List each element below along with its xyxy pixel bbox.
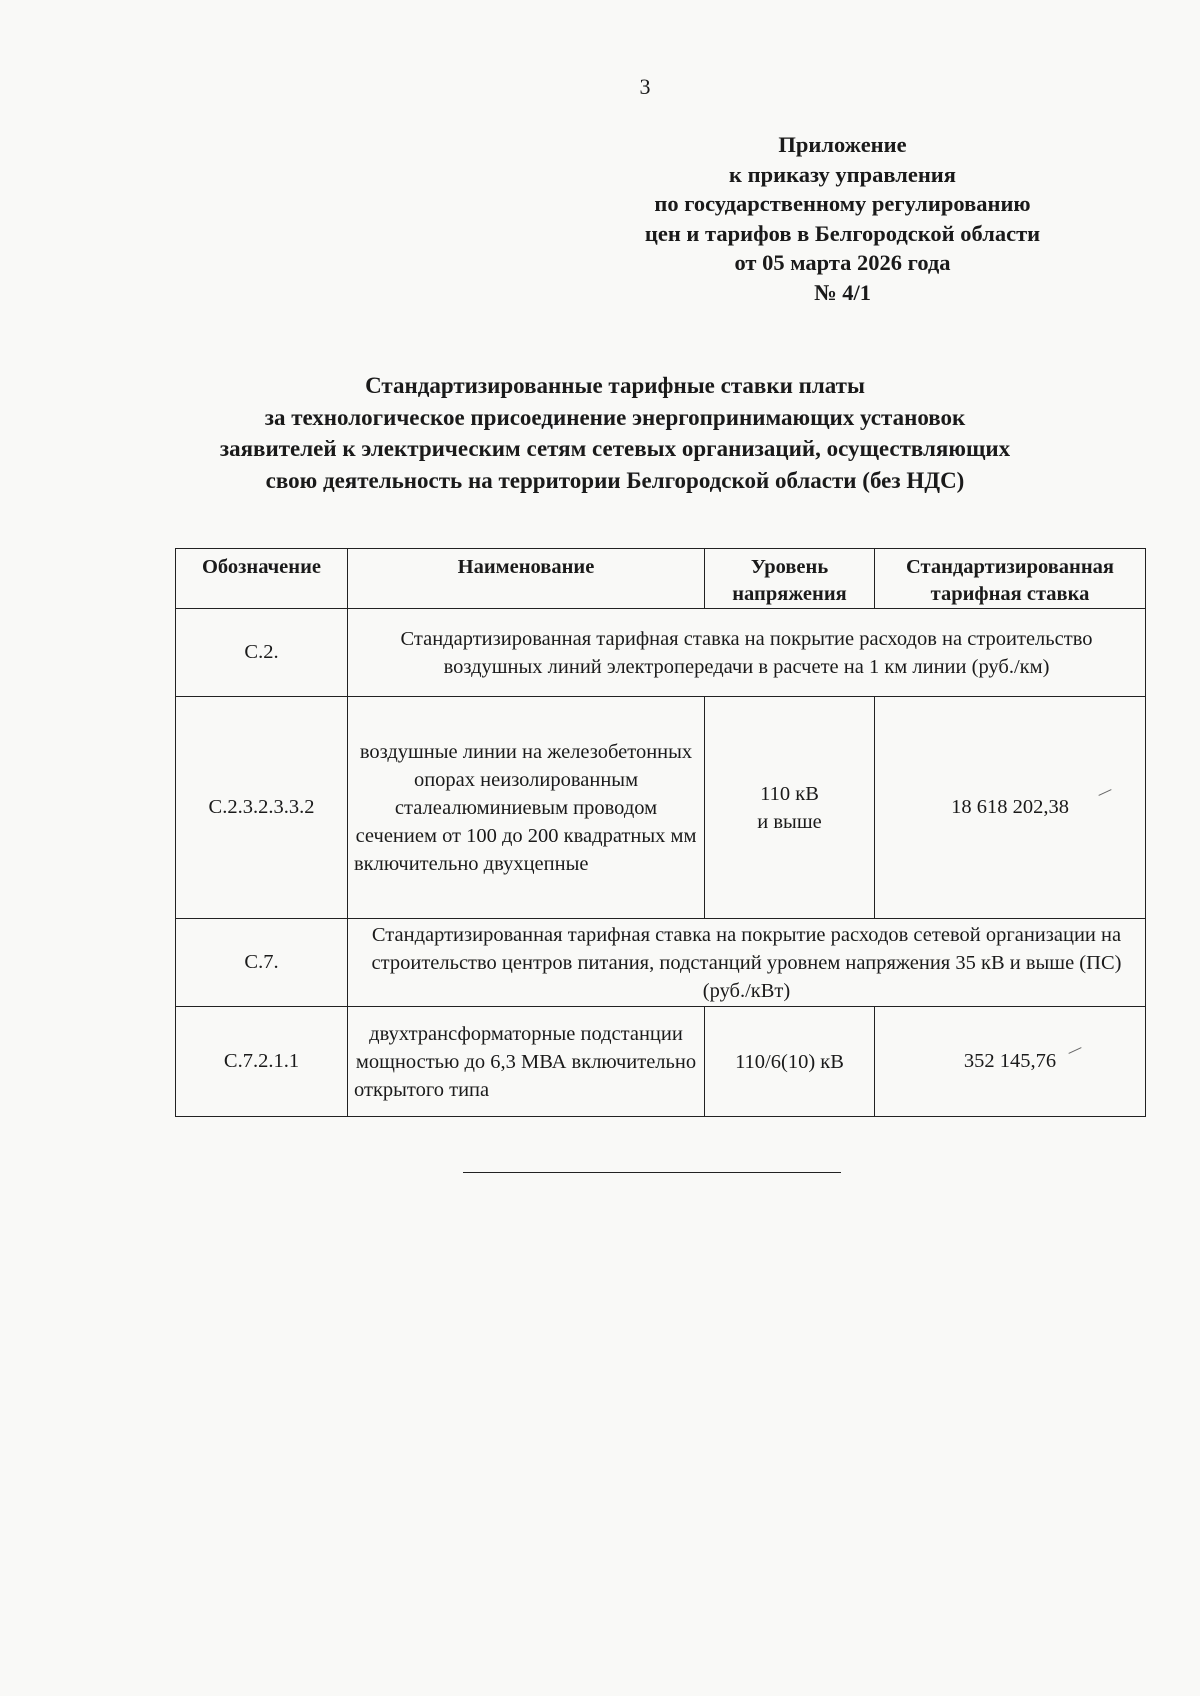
voltage-line: 110/6(10) кВ xyxy=(735,1050,844,1073)
section-designation: С.2. xyxy=(176,609,348,697)
voltage-line: и выше xyxy=(757,810,822,833)
appendix-line: цен и тарифов в Белгородской области xyxy=(644,220,1041,246)
page-number: 3 xyxy=(639,74,651,99)
table-row-section xyxy=(176,609,1146,697)
appendix-line: по государственному регулированию xyxy=(654,191,1031,216)
header-name: Наименование xyxy=(348,549,705,609)
appendix-line: Приложение xyxy=(778,132,907,157)
appendix-header xyxy=(590,130,1095,307)
item-designation: С.7.2.1.1 xyxy=(176,1007,348,1117)
appendix-line: № 4/1 xyxy=(814,279,871,305)
title-line: свою деятельность на территории Белгородской области (без НДС) xyxy=(265,467,965,493)
table-row-section xyxy=(176,919,1146,1007)
section-description: Стандартизированная тарифная ставка на покрытие расходов на строительство воздушных линий электропередачи в расчете на 1 км линии (руб./км) xyxy=(348,609,1146,697)
item-name: двухтрансформаторные подстанции мощностью до 6,3 МВА включительно открытого типа xyxy=(348,1007,705,1117)
title-line: за технологическое присоединение энергопринимающих установок xyxy=(264,404,966,430)
item-name: воздушные линии на железобетонных опорах неизолированным сталеалюминиевым проводом сечением от 100 до 200 квадратных мм включительно двухцепные xyxy=(348,697,705,919)
tariff-table xyxy=(175,548,1146,1117)
closing-rule xyxy=(463,1172,841,1173)
header-voltage: Уровень напряжения xyxy=(705,549,875,609)
item-voltage xyxy=(705,1007,875,1117)
item-rate: 352 145,76 xyxy=(875,1007,1146,1117)
title-line: Стандартизированные тарифные ставки платы xyxy=(365,373,865,398)
title-line: заявителей к электрическим сетям сетевых организаций, осуществляющих xyxy=(219,436,1011,461)
table-header-row xyxy=(176,549,1146,609)
section-description: Стандартизированная тарифная ставка на покрытие расходов сетевой организации на строительство центров питания, подстанций уровнем напряжения 35 кВ и выше (ПС) (руб./кВт) xyxy=(348,919,1146,1007)
header-rate: Стандартизированная тарифная ставка xyxy=(875,549,1146,609)
section-designation: С.7. xyxy=(176,919,348,1007)
appendix-line: к приказу управления xyxy=(729,161,956,187)
item-voltage xyxy=(705,697,875,919)
voltage-line: 110 кВ xyxy=(760,782,819,805)
item-rate: 18 618 202,38 xyxy=(875,697,1146,919)
table-row-item xyxy=(176,697,1146,919)
item-designation: С.2.3.2.3.3.2 xyxy=(176,697,348,919)
appendix-line: от 05 марта 2026 года xyxy=(734,250,951,275)
document-title xyxy=(150,370,1080,496)
table-row-item xyxy=(176,1007,1146,1117)
header-designation: Обозначение xyxy=(176,549,348,609)
